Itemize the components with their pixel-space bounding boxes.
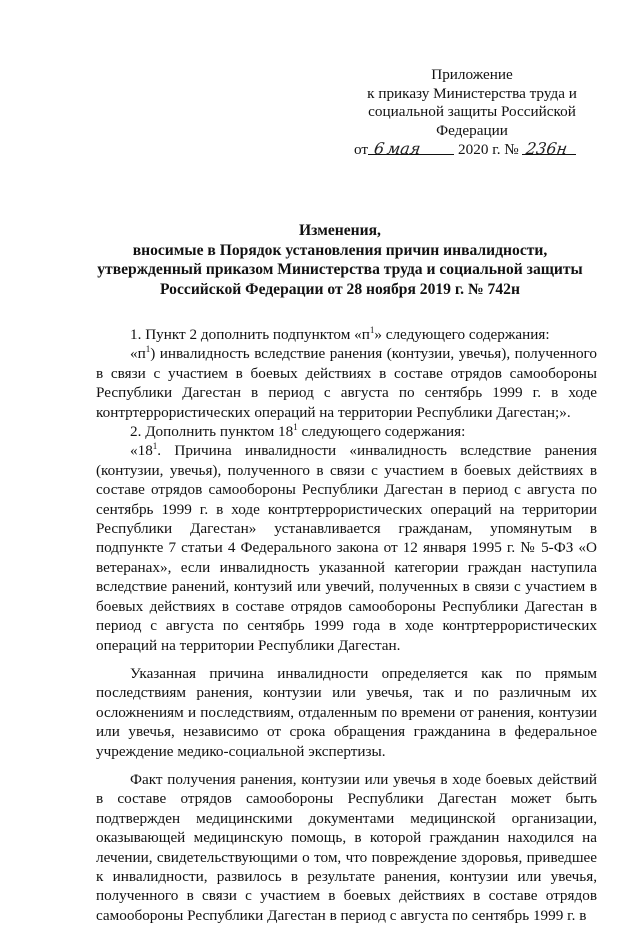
p2-text-b: ) инвалидность вследствие ранения (контузии, увечья), полученного в связи с участием в боевых действиях в составе отрядов самообороны Республики Дагестан в период с августа по сентябрь 1999 г. в ходе контртеррористических операций на территории Республики Дагестан;». <box>96 345 597 421</box>
appendix-date-line <box>352 140 592 160</box>
paragraph-item-1 <box>96 325 597 344</box>
appendix-federation-line: Федерации <box>436 121 508 139</box>
paragraph-item-2 <box>96 422 597 441</box>
p1-text-a: 1. Пункт 2 дополнить подпунктом «п <box>130 326 370 343</box>
paragraph-fact-confirmation: Факт получения ранения, контузии или увечья в ходе боевых действий в составе отрядов самообороны Республики Дагестан может быть подтвержден медицинскими документами медицинской организации, оказывающей медицинскую помощь, в которой гражданин находился на лечении, свидетельствующими о том, что повреждение здоровья, приведшее к инвалидности, развилось в результате ранения, контузии или увечья, полученного в связи с участием в боевых действиях в составе отрядов самообороны Республики Дагестан в период с августа по сентябрь 1999 г. в <box>96 770 597 924</box>
handwritten-number-field <box>522 139 576 158</box>
p4-text-b: . Причина инвалидности «инвалидность вследствие ранения (контузии, увечья), полученного в связи с участием в боевых действиях в составе отрядов самообороны Республики Дагестан в период с августа по сентябрь 1999 г. в ходе контртеррористических операций на территории Республики Дагестан» устанавливается гражданам, упомянутым в подпункте 7 статьи 4 Федерального закона от 12 января 1995 г. № 5-ФЗ «О ветеранах», если инвалидность указанной категории граждан наступила вследствие ранений, контузий или увечий, полученных в связи с участием в боевых действиях в составе отрядов самообороны Республики Дагестан в период с августа по сентябрь 1999 года в ходе контртеррористических операций на территории Республики Дагестан. <box>96 442 597 654</box>
handwritten-date-field <box>368 139 454 158</box>
appendix-order-line: к приказу Министерства труда и <box>367 84 577 102</box>
p1-text-b: » следующего содержания: <box>374 326 550 343</box>
p2-text-a: «п <box>130 345 146 363</box>
title-line-4: Российской Федерации от 28 ноября 2019 г. № 742н <box>160 280 520 298</box>
paragraph-subitem-p1 <box>96 344 597 422</box>
appendix-title: Приложение <box>431 66 513 83</box>
date-prefix: от <box>354 141 369 158</box>
title-line-2: вносимые в Порядок установления причин инвалидности, <box>132 241 548 259</box>
handwritten-order-number: 236н <box>524 139 569 158</box>
p3-text-a: 2. Дополнить пунктом 18 <box>130 423 294 441</box>
paragraph-cause-definition: Указанная причина инвалидности определяется как по прямым последствиям ранения, контузии или увечья, так и по различным их осложнениям и последствиям, отдаленным по времени от ранения, контузии или увечья, независимо от срока обращения гражданина в федеральное учреждение медико-социальной экспертизы. <box>96 664 597 760</box>
p1-superscript: 1 <box>369 325 375 335</box>
p4-superscript: 1 <box>152 441 158 452</box>
title-line-3: утвержденный приказом Министерства труда и социальной защиты <box>97 261 583 278</box>
title-line-1: Изменения, <box>299 222 381 239</box>
p3-text-b: следующего содержания: <box>297 423 466 441</box>
p4-text-a: «18 <box>130 442 153 460</box>
handwritten-month: мая <box>385 139 423 158</box>
p3-superscript: 1 <box>293 422 298 433</box>
appendix-header <box>352 66 592 160</box>
document-body <box>96 325 597 925</box>
paragraph-point-18-1 <box>96 441 597 654</box>
document-title <box>70 221 610 299</box>
date-year-text: 2020 г. № <box>458 141 519 158</box>
p2-superscript: 1 <box>145 344 151 355</box>
handwritten-day: 6 <box>372 139 386 158</box>
appendix-ministry-line: социальной защиты Российской <box>368 103 576 120</box>
